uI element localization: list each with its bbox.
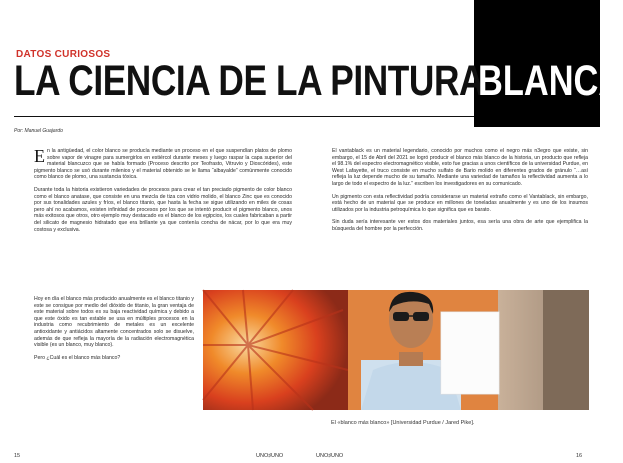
page-title: LA CIENCIA DE LA PINTURA xyxy=(14,57,485,105)
footer-brand-left: UNO♯UNO xyxy=(256,453,284,459)
paragraph-3: Hoy en día el blanco más producido anualmente es el blanco titanio y este se consigue por medio del dióxido de titanio, la gran ventaja de este material sobre todos es su baja reactividad química y debido a que este óxido es tan estable se usa en múltiples procesos en la industria como recubrimiento de metales es un excelente antioxidante y antiácidos altamente concentrados solo se disuelve, además de que refleja la mayoría de la radiación electromagnética visible (es un blanco, muy blanco). xyxy=(34,296,194,349)
left-column-lower xyxy=(34,296,194,367)
footer-brand-right: UNO♯UNO xyxy=(316,453,344,459)
page-number-left: 15 xyxy=(14,453,21,459)
dropcap: E xyxy=(34,146,45,166)
paragraph-6: Un pigmento con esta reflectividad podría considerarse un material extraño como el Vantablack, sin embargo, está hecho de un material que se produce en millones de toneladas anualmente y es uno de los insumos utilizados por la industria petroquímica lo que significa que es barato. xyxy=(332,193,588,213)
paragraph-1: En la antigüedad, el color blanco se producía mediante un proceso en el que suspendían platos de plomo sobre vapor de vinagre para sumergirlos en estiércol durante meses y luego raspar la capa superior del material blancuzco que se había formado (Proceso descrito por Teofrasto, Vitruvio y Dioscórides), este pigmento blanco se usó durante milenios y el material obtenido se le llama “albayalde” comúnmente conocido como blanco de plomo, una sustancia tóxica. xyxy=(34,146,292,181)
paragraph-5: El vantablack es un material legendario, conocido por muchos como el negro más n3egro que existe, sin embargo, el 15 de Abril del 2021 se logró producir el blanco más blanco de la historia, un producto que refleja el 98.1% del espectro electromagnético visible, esto fue gracias a unos científicos de la universidad Purdue, en West Lafayette, el truco consiste en mucho sulfato de Bario molido en diferentes grados de gránulo “…así refleja la luz depende mucho de su tamaño. Mediante una variedad de tamaños la reflectividad aumenta a lo largo de todo el espectro de la luz.” escriben los investigadores en su comunicado. xyxy=(332,148,588,187)
photo-illustration xyxy=(203,290,589,410)
paragraph-7: Sin duda sería interesante ver estos dos materiales juntos, esa sería una obra de arte que ejemplifica la búsqueda del hombre por la perfección. xyxy=(332,219,588,232)
article-photo xyxy=(203,290,589,410)
byline: Por: Manuel Guajardo xyxy=(14,128,63,134)
paragraph-4: Pero ¿Cuál es el blanco más blanco? xyxy=(34,354,121,361)
title-rule xyxy=(14,116,474,117)
page-title-accent: BLANCA xyxy=(478,57,623,105)
left-column xyxy=(34,148,292,239)
page-number-right: 16 xyxy=(576,453,583,459)
section-kicker: DATOS CURIOSOS xyxy=(16,49,111,60)
paragraph-2: Durante toda la historia existieron variedades de procesos para crear el tan preciado pigmento de color blanco como el blanco anatase, que consiste en una mezcla de tiza con vidrio molido, el blanco Zinc que es conocido por sus tonalidades azules y fríos, el blanco titanio, que hasta la fecha se sigue utilizando en miles de cosas pero ahí no acabamos, existen infinidad de procesos por los que se intentó producir el pigmento blanco, unos más exitosos que otros, otro ejemplo muy destacado es el blanco de los egipcios, los cuales fabricaban a partir del silicato de magnesio hidratado que era brillante ya que contenía concha de nácar, por lo que era muy costosa y exclusiva. xyxy=(34,186,292,233)
photo-caption: El «blanco más blanco» [Universidad Purdue / Jared Pike]. xyxy=(331,420,475,426)
right-column xyxy=(332,148,588,239)
